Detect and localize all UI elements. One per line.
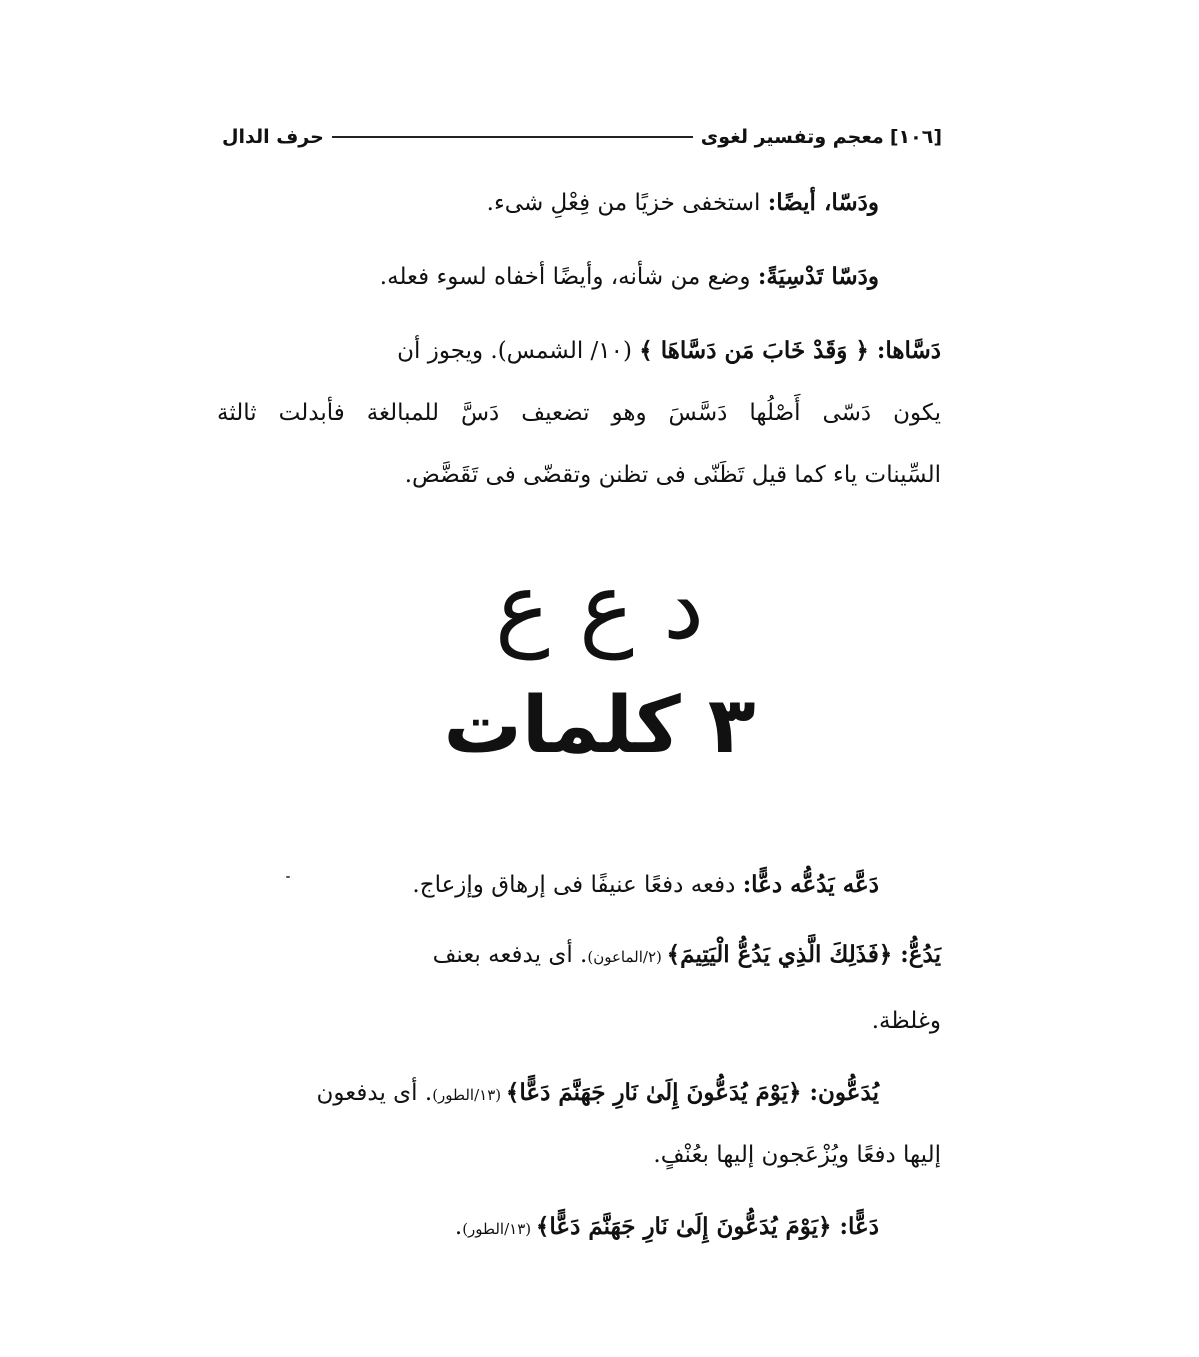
verse-reference: (١٣/الطور) <box>432 1086 506 1104</box>
book-title: معجم وتفسير لغوى <box>700 126 884 148</box>
entry-definition: استخفى خزيًا من فِعْلِ شىء. <box>486 190 768 216</box>
verse-reference: (١٣/الطور) <box>462 1220 536 1238</box>
entry-headword: ودَسّا، أيضًا: <box>767 189 879 216</box>
header-rule <box>332 136 693 138</box>
quran-verse: ﴿يَوْمَ يُدَعُّونَ إِلَىٰ نَارِ جَهَنَّمَ دَعًّا﴾ <box>505 1079 810 1106</box>
entry-dasa-also <box>487 186 879 220</box>
quran-verse: ﴿يَوْمَ يُدَعُّونَ إِلَىٰ نَارِ جَهَنَّمَ دَعًّا﴾ <box>535 1213 840 1240</box>
entry-yadu-line2: وغلظة. <box>871 1008 941 1034</box>
scan-speck <box>286 876 290 878</box>
entry-yudaun-line2: إليها دفعًا ويُزْعَجون إليها بعُنْفٍ. <box>653 1142 941 1168</box>
quran-verse: ﴿فَذَلِكَ الَّذِي يَدُعُّ الْيَتِيمَ﴾ <box>666 941 901 968</box>
entry-definition: . أى يدفعون <box>316 1080 433 1106</box>
quran-verse: ﴿ وَقَدْ خَابَ مَن دَسَّاهَا ﴾ <box>639 337 877 364</box>
entry-definition: . <box>454 1214 463 1240</box>
entry-headword: يَدُعُّ: <box>900 941 941 968</box>
entry-headword: دَعَّه يَدُعُّه دعًّا: <box>742 871 879 898</box>
entry-daan <box>455 1210 879 1246</box>
entry-headword: يُدَعُّون: <box>809 1079 879 1106</box>
entry-definition: . أى يدفعه بعنف <box>432 942 588 968</box>
entry-definition: وضع من شأنه، وأيضًا أخفاه لسوء فعله. <box>379 264 758 290</box>
entry-yadu <box>433 938 941 974</box>
entry-definition: دفعه دفعًا عنيفًا فى إرهاق وإزعاج. <box>412 872 743 898</box>
entry-yudaun <box>317 1076 879 1112</box>
entry-dassaha <box>397 334 941 368</box>
entry-dassaha-line3: السِّينات ياء كما قيل تَظَنّى فى تظنن وتقضّى فى تَقَضَّض. <box>404 462 941 488</box>
page-number: [١٠٦] <box>889 126 942 148</box>
entry-headword: دَعًّا: <box>839 1213 879 1240</box>
chapter-title: حرف الدال <box>222 126 324 148</box>
entry-dasa-tadsiya <box>380 260 879 294</box>
word-count-heading: ٣ كلمات <box>443 681 756 771</box>
entry-daahu <box>412 868 879 902</box>
entry-headword: ودَسّا تَدْسِيَةً: <box>757 263 879 290</box>
verse-reference: (١٠/ الشمس) <box>497 338 640 364</box>
root-heading: د ع ع <box>494 553 705 660</box>
entry-definition: . ويجوز أن <box>397 338 498 364</box>
entry-headword: دَسَّاها: <box>876 337 941 364</box>
running-head <box>222 122 942 152</box>
verse-reference: (٢/الماعون) <box>587 948 667 966</box>
entry-dassaha-line2: يكون دَسّى أَصْلُها دَسَّسَ وهو تضعيف دَسَّ للمبالغة فأبدلت ثالثة <box>217 400 941 426</box>
